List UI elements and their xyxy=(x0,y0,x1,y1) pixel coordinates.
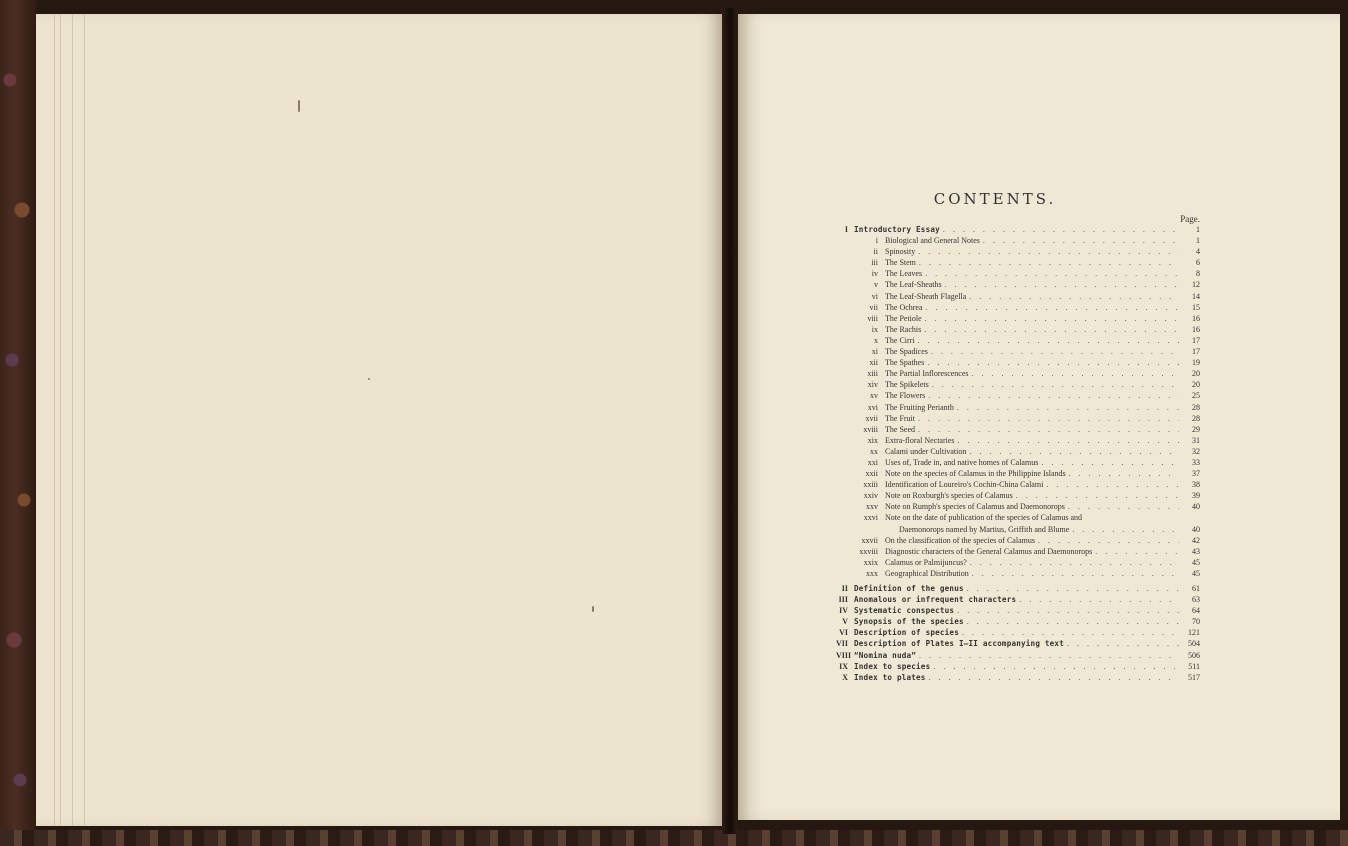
toc-entry[interactable] xyxy=(836,357,1200,368)
toc-entry-number: i xyxy=(875,236,878,246)
toc-entry[interactable] xyxy=(836,235,1200,246)
toc-entry-page: 64 xyxy=(1192,606,1200,616)
toc-entry-page: 16 xyxy=(1192,324,1200,334)
toc-entry-number: xxviii xyxy=(859,546,878,556)
toc-entry-page: 6 xyxy=(1196,258,1200,268)
toc-entry[interactable] xyxy=(836,672,1200,683)
toc-entry-number: V xyxy=(842,617,848,627)
toc-entry-title: “Nomina nuda” xyxy=(854,650,917,660)
toc-entry-title: Index to species xyxy=(854,661,931,671)
page-edge-line xyxy=(72,14,73,826)
dot-leader xyxy=(945,279,1179,290)
toc-entry[interactable] xyxy=(836,268,1200,279)
toc-entry-title: Diagnostic characters of the General Calamus and Daemonorops xyxy=(885,546,1093,556)
dot-leader xyxy=(933,661,1179,672)
toc-entry-number: iv xyxy=(871,269,878,279)
toc-entry[interactable] xyxy=(836,257,1200,268)
toc-entry[interactable] xyxy=(836,435,1200,446)
dot-leader xyxy=(929,672,1179,683)
toc-entry[interactable] xyxy=(836,512,1200,523)
toc-entry-page: 8 xyxy=(1196,269,1200,279)
toc-entry[interactable] xyxy=(836,583,1200,594)
toc-entry-number: IX xyxy=(839,661,848,671)
toc-entry-title: Description of species xyxy=(854,628,959,638)
dot-leader xyxy=(918,335,1179,346)
toc-entry-number: III xyxy=(838,595,848,605)
toc-entry-number: X xyxy=(842,672,848,682)
toc-entry-page: 45 xyxy=(1192,568,1200,578)
dot-leader xyxy=(1041,457,1179,468)
toc-entry-number: xxvi xyxy=(863,513,878,523)
toc-entry-title: Note on the species of Calamus in the Philippine Islands xyxy=(885,469,1066,479)
toc-entry-title: Calami under Cultivation xyxy=(885,446,967,456)
toc-entry[interactable] xyxy=(836,224,1200,235)
left-page-blank xyxy=(36,14,722,826)
toc-entry-number: xv xyxy=(870,391,878,401)
toc-entry[interactable] xyxy=(836,468,1200,479)
dot-leader xyxy=(918,246,1179,257)
toc-entry-page: 121 xyxy=(1188,628,1200,638)
toc-entry[interactable] xyxy=(836,594,1200,605)
toc-entry-number: xi xyxy=(871,347,878,357)
toc-entry-page: 38 xyxy=(1192,480,1200,490)
toc-entry[interactable] xyxy=(836,379,1200,390)
toc-entry-title: Note on Roxburgh's species of Calamus xyxy=(885,491,1013,501)
toc-entry-page: 17 xyxy=(1192,347,1200,357)
toc-entry-number: xxix xyxy=(863,557,878,567)
toc-entry-page: 1 xyxy=(1196,236,1200,246)
toc-entry-title: Note on Rumph's species of Calamus and Daemonorops xyxy=(885,502,1065,512)
toc-entry-page: 39 xyxy=(1192,491,1200,501)
toc-entry-page: 25 xyxy=(1192,391,1200,401)
toc-entry-number: VI xyxy=(839,628,848,638)
dot-leader xyxy=(926,302,1179,313)
toc-entry-page: 16 xyxy=(1192,313,1200,323)
toc-entry-title-continued: Daemonorops named by Martius, Griffith and Blume xyxy=(899,524,1070,534)
toc-entry[interactable] xyxy=(836,546,1200,557)
dot-leader xyxy=(1069,468,1179,479)
toc-entry-number: xxiv xyxy=(863,491,878,501)
toc-entry-page: 15 xyxy=(1192,302,1200,312)
toc-entry[interactable] xyxy=(836,616,1200,627)
dot-leader xyxy=(1016,490,1179,501)
toc-entry[interactable] xyxy=(836,402,1200,413)
toc-entry-page: 61 xyxy=(1192,584,1200,593)
toc-entry-number: viii xyxy=(867,313,878,323)
dot-leader xyxy=(970,557,1179,568)
dot-leader xyxy=(931,346,1179,357)
toc-entry-number: xviii xyxy=(863,424,878,434)
dot-leader xyxy=(943,224,1179,235)
toc-entry-page: 37 xyxy=(1192,469,1200,479)
toc-entry-title: Description of Plates I—II accompanying text xyxy=(854,639,1064,649)
toc-entry[interactable] xyxy=(836,557,1200,568)
toc-entry-number: xvi xyxy=(867,402,878,412)
dot-leader xyxy=(919,257,1179,268)
toc-entry-title: The Rachis xyxy=(885,324,922,334)
toc-entry-number: xxv xyxy=(866,502,878,512)
toc-entry-title: Biological and General Notes xyxy=(885,236,980,246)
toc-entry-title: Definition of the genus xyxy=(854,584,964,593)
dot-leader xyxy=(918,424,1179,435)
toc-entry-page: 504 xyxy=(1188,639,1200,649)
toc-entry-continuation[interactable] xyxy=(836,524,1200,535)
page-column-heading: Page. xyxy=(1180,214,1200,224)
dot-leader xyxy=(969,291,1179,302)
toc-entry-number: xiv xyxy=(867,380,878,390)
toc-entry-title: Uses of, Trade in, and native homes of Calamus xyxy=(885,457,1039,467)
paper-speck xyxy=(368,378,370,380)
toc-entry-page: 17 xyxy=(1192,335,1200,345)
toc-entry[interactable] xyxy=(836,324,1200,335)
toc-entry-number: xxiii xyxy=(863,480,878,490)
toc-entry-title: The Spikelets xyxy=(885,380,929,390)
toc-entry-number: xxx xyxy=(866,568,878,578)
toc-entry-page: 20 xyxy=(1192,380,1200,390)
toc-entry-title: The Leaf-Sheath Flagella xyxy=(885,291,967,301)
toc-entry-page: 40 xyxy=(1192,524,1200,534)
toc-entry-number: vi xyxy=(871,291,878,301)
toc-entry[interactable] xyxy=(836,291,1200,302)
toc-entry-title: Index to plates xyxy=(854,672,926,682)
dot-leader xyxy=(1068,501,1179,512)
toc-entry-number: x xyxy=(874,335,878,345)
dot-leader xyxy=(928,390,1179,401)
toc-entry-number: xiii xyxy=(867,369,878,379)
dot-leader xyxy=(967,616,1179,627)
dot-leader xyxy=(972,368,1179,379)
toc-entry-page: 1 xyxy=(1196,225,1200,234)
toc-entry-title: The Fruit xyxy=(885,413,915,423)
paper-speck xyxy=(592,606,594,612)
toc-entry-title: On the classification of the species of Calamus xyxy=(885,535,1035,545)
toc-entry-title: Synopsis of the species xyxy=(854,617,964,627)
toc-entry-page: 40 xyxy=(1192,502,1200,512)
toc-entry[interactable] xyxy=(836,446,1200,457)
toc-entry-number: xxvii xyxy=(861,535,878,545)
dot-leader xyxy=(918,413,1179,424)
toc-entry[interactable] xyxy=(836,246,1200,257)
toc-entry-title: The Ochrea xyxy=(885,302,923,312)
toc-entry-number: xxi xyxy=(867,457,878,467)
toc-entry-page: 511 xyxy=(1188,661,1200,671)
dot-leader xyxy=(925,313,1179,324)
toc-entry-number: ix xyxy=(871,324,878,334)
toc-entry-number: xx xyxy=(870,446,878,456)
toc-entry-number: iii xyxy=(871,258,878,268)
toc-entry[interactable] xyxy=(836,568,1200,579)
toc-entry-number: I xyxy=(844,225,848,234)
toc-entry-title: The Spathes xyxy=(885,358,925,368)
toc-entry-title: The Leaf-Sheaths xyxy=(885,280,942,290)
toc-entry-title: The Seed xyxy=(885,424,915,434)
dot-leader xyxy=(1038,535,1179,546)
toc-entry[interactable] xyxy=(836,605,1200,616)
toc-entry-title: Anomalous or infrequent characters xyxy=(854,595,1017,605)
dot-leader xyxy=(962,627,1179,638)
toc-entry-page: 45 xyxy=(1192,557,1200,567)
toc-entry[interactable] xyxy=(836,279,1200,290)
marbled-edge-bottom xyxy=(0,830,1348,846)
toc-entry[interactable] xyxy=(836,638,1200,649)
toc-entry-title: Introductory Essay xyxy=(854,225,940,234)
toc-entry-page: 506 xyxy=(1188,650,1200,660)
toc-entry-number: xxii xyxy=(865,469,878,479)
toc-entry-title: The Leaves xyxy=(885,269,923,279)
toc-entry[interactable] xyxy=(836,313,1200,324)
toc-entry-title: The Flowers xyxy=(885,391,926,401)
toc-entry-page: 28 xyxy=(1192,402,1200,412)
toc-entry-number: v xyxy=(874,280,878,290)
toc-entry[interactable] xyxy=(836,368,1200,379)
toc-entry-title: The Stem xyxy=(885,258,916,268)
toc-entry[interactable] xyxy=(836,650,1200,661)
dot-leader xyxy=(1019,594,1179,605)
toc-entry-page: 14 xyxy=(1192,291,1200,301)
toc-entry-number: xii xyxy=(869,358,878,368)
dot-leader xyxy=(972,568,1179,579)
toc-entry-page: 28 xyxy=(1192,413,1200,423)
dot-leader xyxy=(1046,479,1179,490)
toc-entry-page: 19 xyxy=(1192,358,1200,368)
toc-entry[interactable] xyxy=(836,479,1200,490)
toc-entry-title: The Petiole xyxy=(885,313,922,323)
toc-entry-title: Note on the date of publication of the species of Calamus and xyxy=(885,513,1083,523)
toc-entry-page: 29 xyxy=(1192,424,1200,434)
dot-leader xyxy=(932,379,1179,390)
page-edge-line xyxy=(84,14,85,826)
paper-speck xyxy=(298,100,300,112)
dot-leader xyxy=(924,324,1179,335)
page-edge-line xyxy=(54,14,55,826)
contents-title: CONTENTS. xyxy=(933,190,1057,208)
dot-leader xyxy=(927,357,1179,368)
toc-entry-title: Systematic conspectus xyxy=(854,606,955,616)
toc-entry-title: The Fruiting Perianth xyxy=(885,402,954,412)
toc-entry[interactable] xyxy=(836,535,1200,546)
marbled-endpaper-left xyxy=(0,0,36,846)
dot-leader xyxy=(1067,638,1179,649)
toc-entry-title: The Cirri xyxy=(885,335,915,345)
toc-entry-number: II xyxy=(841,584,848,593)
toc-entry-page: 33 xyxy=(1192,457,1200,467)
toc-entry-page: 4 xyxy=(1196,247,1200,257)
toc-entry-page: 31 xyxy=(1192,435,1200,445)
toc-entry[interactable] xyxy=(836,424,1200,435)
dot-leader xyxy=(967,583,1179,594)
toc-entry-page: 63 xyxy=(1192,595,1200,605)
toc-entry-title: The Partial Inflorescences xyxy=(885,369,969,379)
dot-leader xyxy=(983,235,1179,246)
toc-entry-page: 42 xyxy=(1192,535,1200,545)
toc-entry-number: VII xyxy=(836,639,849,649)
toc-entry-number: xix xyxy=(867,435,878,445)
toc-entry-page: 32 xyxy=(1192,446,1200,456)
dot-leader xyxy=(957,402,1179,413)
page-edge-line xyxy=(60,14,61,826)
book-gutter xyxy=(722,8,738,834)
toc-entry-number: vii xyxy=(869,302,878,312)
dot-leader xyxy=(1095,546,1179,557)
toc-entry-title: Identification of Loureiro's Cochin-China Calami xyxy=(885,480,1044,490)
toc-entry[interactable] xyxy=(836,302,1200,313)
toc-entry-page: 43 xyxy=(1192,546,1200,556)
dot-leader xyxy=(969,446,1179,457)
toc-entry[interactable] xyxy=(836,457,1200,468)
toc-entry[interactable] xyxy=(836,390,1200,401)
toc-entry-number: VIII xyxy=(836,650,852,660)
table-of-contents xyxy=(836,224,1200,683)
toc-entry-page: 12 xyxy=(1192,280,1200,290)
toc-entry-number: ii xyxy=(873,247,878,257)
toc-entry[interactable] xyxy=(836,661,1200,672)
dot-leader xyxy=(957,605,1179,616)
toc-entry[interactable] xyxy=(836,490,1200,501)
toc-entry-title: Geographical Distribution xyxy=(885,568,969,578)
dot-leader xyxy=(958,435,1179,446)
dot-leader xyxy=(925,268,1179,279)
toc-entry[interactable] xyxy=(836,627,1200,638)
toc-entry[interactable] xyxy=(836,413,1200,424)
toc-entry-number: xvii xyxy=(865,413,878,423)
toc-entry-page: 517 xyxy=(1188,672,1200,682)
toc-entry[interactable] xyxy=(836,335,1200,346)
toc-entry-title: Extra-floral Nectaries xyxy=(885,435,955,445)
toc-entry-title: Calamus or Palmijuncus? xyxy=(885,557,967,567)
toc-entry-page: 70 xyxy=(1192,617,1200,627)
toc-entry[interactable] xyxy=(836,346,1200,357)
toc-entry-title: Spinosity xyxy=(885,247,916,257)
toc-entry-page: 20 xyxy=(1192,369,1200,379)
toc-entry-number: IV xyxy=(839,606,848,616)
dot-leader xyxy=(919,650,1179,661)
toc-entry-title: The Spadices xyxy=(885,347,928,357)
toc-entry[interactable] xyxy=(836,501,1200,512)
dot-leader xyxy=(1072,524,1179,535)
